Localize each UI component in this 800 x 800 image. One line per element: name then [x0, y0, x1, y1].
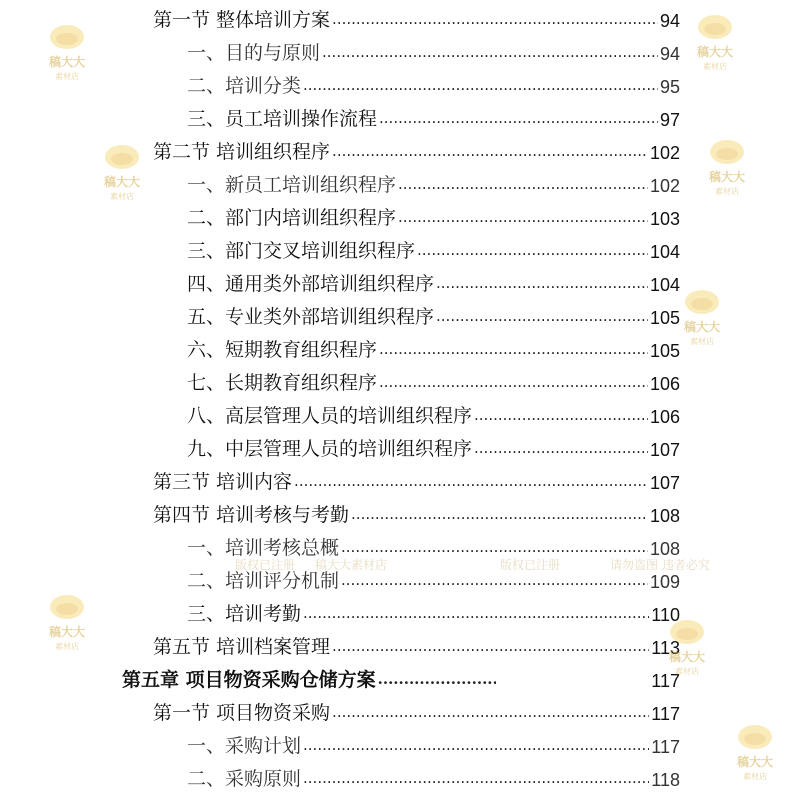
toc-leader-dots: [398, 208, 648, 226]
toc-entry: [187, 35, 680, 65]
toc-entry-page: 117: [651, 737, 680, 757]
toc-entry-page: 94: [659, 44, 680, 64]
toc-entry-page: 94: [659, 11, 680, 31]
watermark-logo: 稿大大 素材店: [40, 595, 94, 659]
toc-entry-page: 107: [649, 473, 680, 493]
toc-entry-page: 109: [649, 572, 680, 592]
toc-leader-dots: [303, 769, 649, 787]
toc-entry-label: 七、长期教育组织程序: [187, 372, 378, 394]
watermark-logo: 稿大大 素材店: [660, 620, 714, 684]
toc-entry: [187, 332, 680, 362]
toc-leader-dots: [398, 175, 648, 193]
toc-leader-dots: [332, 142, 648, 160]
toc-entry-page: 106: [649, 374, 680, 394]
toc-entry-label: 第四节 培训考核与考勤: [153, 504, 350, 526]
toc-entry: [187, 233, 680, 263]
toc-leader-dots: [332, 703, 649, 721]
toc-entry: [153, 497, 680, 527]
toc-entry-label: 三、部门交叉培训组织程序: [187, 240, 416, 262]
toc-entry: [187, 167, 680, 197]
toc-entry-page: 106: [649, 407, 680, 427]
toc-entry-label: 八、高层管理人员的培训组织程序: [187, 405, 473, 427]
toc-entry: [187, 398, 680, 428]
toc-entry-page: 113: [651, 638, 680, 658]
toc-entry-label: 一、采购计划: [187, 735, 302, 757]
toc-entry-label: 九、中层管理人员的培训组织程序: [187, 438, 473, 460]
toc-entry-page: 102: [649, 143, 680, 163]
toc-leader-dots: [351, 505, 648, 523]
toc-leader-dots: [341, 538, 648, 556]
toc-entry-label: 第五节 培训档案管理: [153, 636, 331, 658]
toc-entry-page: 104: [649, 275, 680, 295]
toc-entry-label: 四、通用类外部培训组织程序: [187, 273, 435, 295]
watermark-logo: 稿大大 素材店: [700, 140, 754, 204]
toc-leader-dots: [303, 76, 658, 94]
toc-entry-page: 107: [649, 440, 680, 460]
watermark-text: 稿大大素材店: [315, 558, 388, 572]
toc-leader-dots: [341, 571, 648, 589]
toc-entry-label: 第三节 培训内容: [153, 471, 293, 493]
toc-entry: [187, 68, 680, 98]
toc-entry-page: 110: [651, 605, 680, 625]
toc-entry: [187, 200, 680, 230]
toc-entry: [187, 431, 680, 461]
toc-entry-label: 第五章 项目物资采购仓储方案: [122, 669, 376, 691]
toc-entry-label: 第一节 项目物资采购: [153, 702, 331, 724]
toc-entry: [187, 101, 680, 131]
toc-entry-label: 二、采购原则: [187, 768, 302, 790]
watermark-text: 版权已注册: [500, 558, 561, 572]
toc-entry: [187, 266, 680, 296]
watermark-logo: 稿大大 素材店: [728, 725, 782, 789]
toc-entry-label: 二、部门内培训组织程序: [187, 207, 397, 229]
watermark-logo: 稿大大 素材店: [688, 15, 742, 79]
toc-leader-dots: [436, 307, 648, 325]
toc-leader-dots: [322, 43, 658, 61]
toc-leader-dots: [436, 274, 648, 292]
toc-leader-dots: [294, 472, 648, 490]
toc-entry: [153, 695, 680, 725]
toc-chapter-entry: [122, 662, 680, 692]
toc-entry-page: 117: [651, 671, 680, 691]
toc-leader-dots: [303, 736, 649, 754]
toc-entry: [187, 365, 680, 395]
watermark-logo: 稿大大 素材店: [40, 25, 94, 89]
toc-entry-page: 105: [649, 341, 680, 361]
toc-entry: [153, 2, 680, 32]
toc-leader-dots: [332, 10, 658, 28]
watermark-logo: 稿大大 素材店: [95, 145, 149, 209]
toc-entry-label: 五、专业类外部培训组织程序: [187, 306, 435, 328]
toc-leader-dots: [379, 373, 648, 391]
toc-leader-dots: [379, 109, 658, 127]
watermark-text: 请勿盗图 违者必究: [610, 558, 710, 572]
toc-leader-dots: [332, 637, 649, 655]
toc-entry-label: 二、培训分类: [187, 75, 302, 97]
toc-entry-page: 108: [649, 506, 680, 526]
toc-entry-label: 一、培训考核总概: [187, 537, 340, 559]
toc-entry-page: 108: [649, 539, 680, 559]
toc-entry-label: 第一节 整体培训方案: [153, 9, 331, 31]
toc-entry-label: 一、目的与原则: [187, 42, 321, 64]
toc-entry-label: 三、培训考勤: [187, 603, 302, 625]
toc-entry-page: 105: [649, 308, 680, 328]
toc-leader-dots: [379, 340, 648, 358]
watermark-text: 版权已注册: [235, 558, 296, 572]
toc-leader-dots: [378, 670, 496, 688]
toc-entry-label: 二、培训评分机制: [187, 570, 340, 592]
toc-leader-dots: [417, 241, 648, 259]
toc-entry-page: 104: [649, 242, 680, 262]
toc-entry-page: 118: [651, 770, 680, 790]
toc-entry-page: 102: [649, 176, 680, 196]
toc-entry: [187, 728, 680, 758]
toc-leader-dots: [474, 439, 648, 457]
toc-entry-label: 第二节 培训组织程序: [153, 141, 331, 163]
toc-entry-label: 三、员工培训操作流程: [187, 108, 378, 130]
watermark-logo: 稿大大 素材店: [675, 290, 729, 354]
toc-leader-dots: [303, 604, 649, 622]
toc-entry-page: 103: [649, 209, 680, 229]
toc-entry: [187, 761, 680, 791]
toc-entry: [153, 629, 680, 659]
toc-entry-page: 97: [659, 110, 680, 130]
toc-entry: [187, 299, 680, 329]
toc-entry: [153, 134, 680, 164]
toc-entry-page: 117: [651, 704, 680, 724]
toc-entry: [187, 596, 680, 626]
toc-entry: [153, 464, 680, 494]
toc-entry-label: 一、新员工培训组织程序: [187, 174, 397, 196]
toc-leader-dots: [474, 406, 648, 424]
toc-entry-label: 六、短期教育组织程序: [187, 339, 378, 361]
toc-entry-page: 95: [659, 77, 680, 97]
